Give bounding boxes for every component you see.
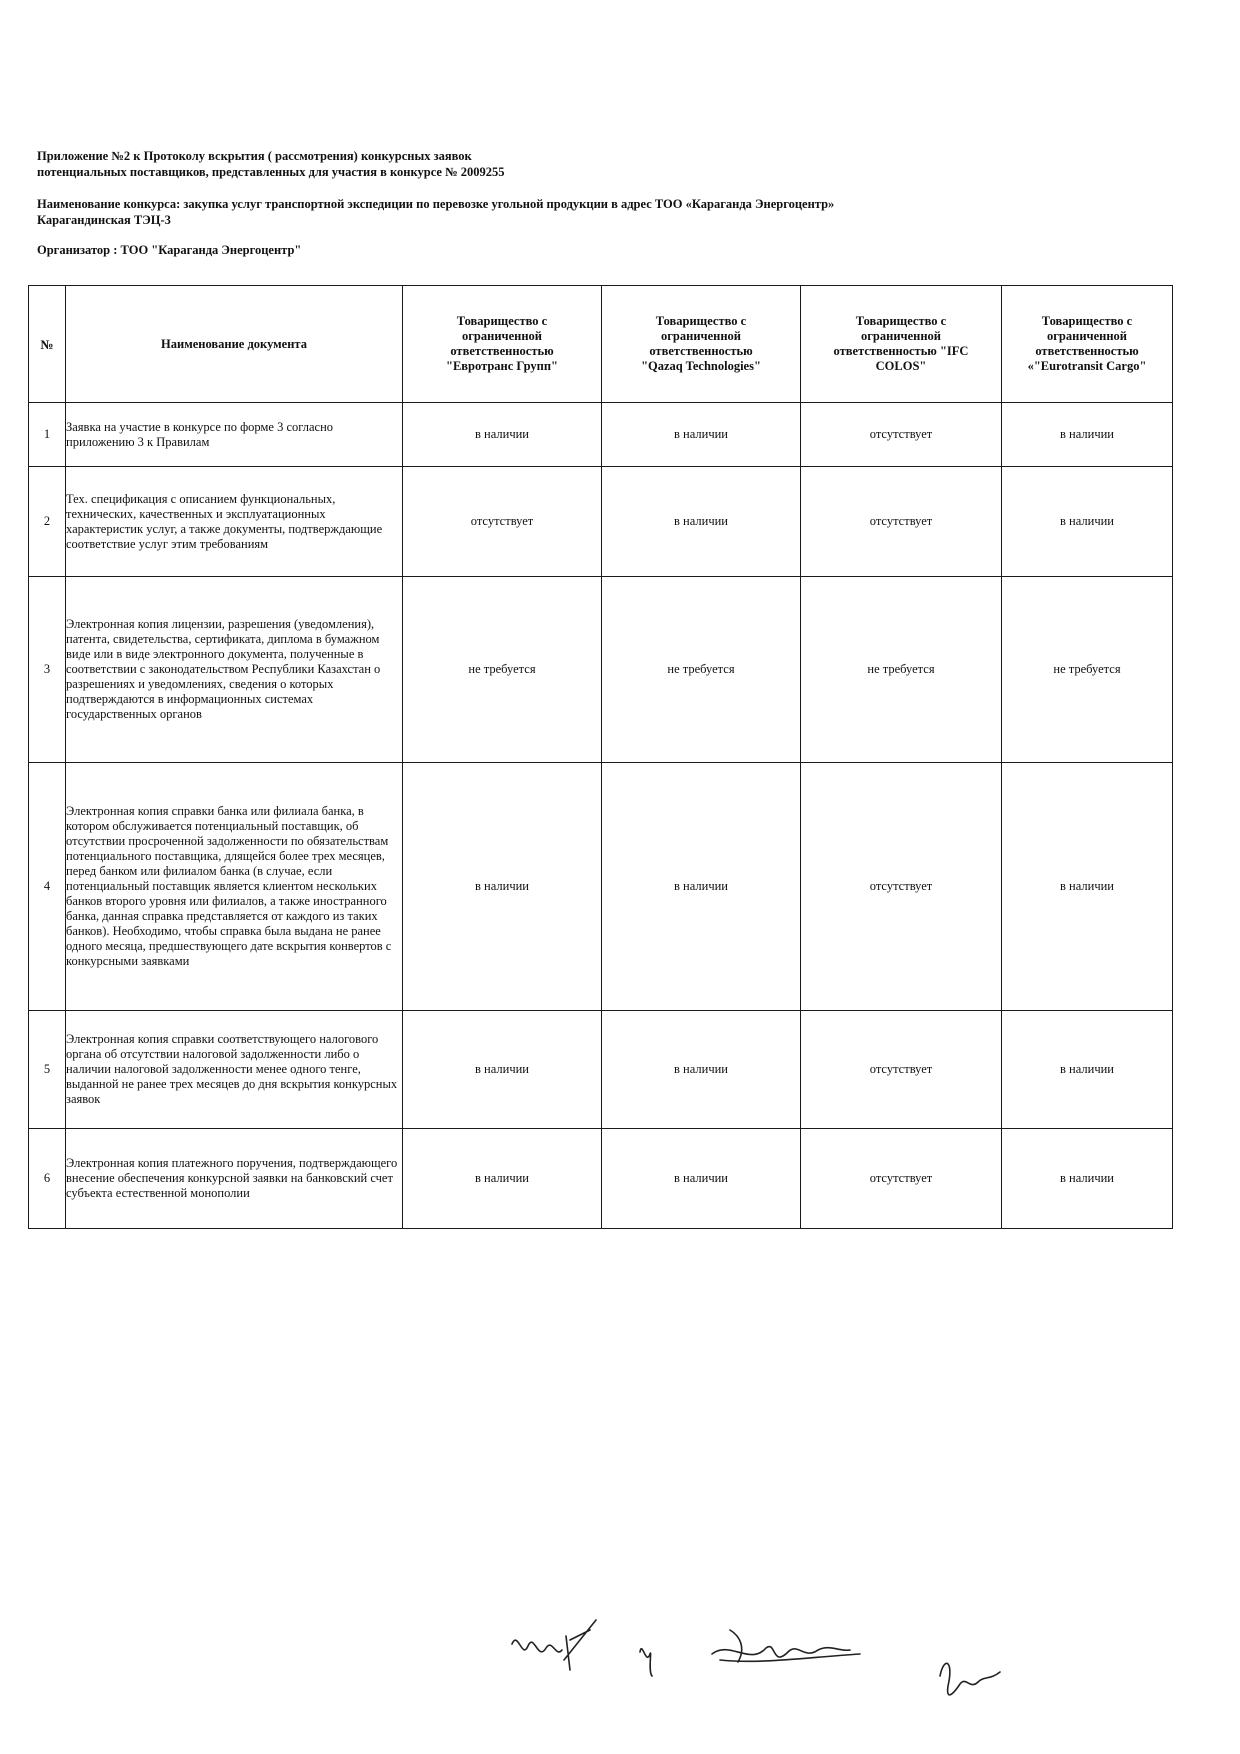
- status-supplier-1: в наличии: [403, 403, 602, 467]
- document-name: Заявка на участие в конкурсе по форме 3 согласно приложению 3 к Правилам: [66, 403, 403, 467]
- status-supplier-4: в наличии: [1002, 1129, 1173, 1229]
- table-row: [29, 763, 1173, 1011]
- document-name: Электронная копия справки соответствующего налогового органа об отсутствии налоговой задолженности либо о наличии налоговой задолженности менее одного тенге, выданной не ранее трех месяцев до дня вскрытия конкурсных заявок: [66, 1011, 403, 1129]
- table-row: [29, 403, 1173, 467]
- column-header-supplier-3: Товарищество с ограниченной ответственностью "IFC COLOS": [801, 286, 1002, 403]
- signature-3-icon: [712, 1630, 860, 1662]
- table-row: [29, 1011, 1173, 1129]
- signatures-area: [500, 1600, 1060, 1720]
- status-supplier-4: в наличии: [1002, 467, 1173, 577]
- status-supplier-4: в наличии: [1002, 763, 1173, 1011]
- organizer-line: Организатор : ТОО "Караганда Энергоцентр": [37, 243, 302, 257]
- document-name: Электронная копия лицензии, разрешения (уведомления), патента, свидетельства, сертификата, диплома в бумажном виде или в виде электронного документа, полученные в соответствии с законодательством Республики Казахстан о разрешениях и уведомлениях, сведения о которых подтверждаются в информационных системах государственных органов: [66, 577, 403, 763]
- column-header-supplier-2: Товарищество с ограниченной ответственностью "Qazaq Technologies": [602, 286, 801, 403]
- table-header-row: [29, 286, 1173, 403]
- status-supplier-1: не требуется: [403, 577, 602, 763]
- status-supplier-2: в наличии: [602, 763, 801, 1011]
- row-number: 3: [29, 577, 66, 763]
- status-supplier-2: в наличии: [602, 1011, 801, 1129]
- contest-name-line-2: Карагандинская ТЭЦ-3: [37, 213, 171, 227]
- status-supplier-4: в наличии: [1002, 403, 1173, 467]
- status-supplier-1: отсутствует: [403, 467, 602, 577]
- status-supplier-3: отсутствует: [801, 403, 1002, 467]
- status-supplier-3: отсутствует: [801, 1129, 1002, 1229]
- table-row: [29, 467, 1173, 577]
- annex-title-line-2: потенциальных поставщиков, представленных для участия в конкурсе № 2009255: [37, 165, 505, 179]
- status-supplier-2: в наличии: [602, 403, 801, 467]
- column-header-document: Наименование документа: [66, 286, 403, 403]
- row-number: 2: [29, 467, 66, 577]
- status-supplier-3: отсутствует: [801, 763, 1002, 1011]
- status-supplier-3: отсутствует: [801, 467, 1002, 577]
- table-row: [29, 1129, 1173, 1229]
- status-supplier-4: не требуется: [1002, 577, 1173, 763]
- signature-4-icon: [940, 1663, 1000, 1695]
- row-number: 4: [29, 763, 66, 1011]
- status-supplier-1: в наличии: [403, 1129, 602, 1229]
- status-supplier-4: в наличии: [1002, 1011, 1173, 1129]
- status-supplier-2: не требуется: [602, 577, 801, 763]
- document-name: Электронная копия справки банка или филиала банка, в котором обслуживается потенциальный поставщик, об отсутствии просроченной задолженности по обязательствам потенциального поставщика, длящейся более трех месяцев, перед банком или филиалом банка (в случае, если потенциальный поставщик является клиентом нескольких банков второго уровня или филиалов, а также иностранного банка, данная справка представляется от каждого из таких банков). Необходимо, чтобы справка была выдана не ранее одного месяца, предшествующего дате вскрытия конвертов с конкурсными заявками: [66, 763, 403, 1011]
- documents-table: [28, 285, 1173, 1229]
- row-number: 1: [29, 403, 66, 467]
- status-supplier-2: в наличии: [602, 467, 801, 577]
- annex-title-line-1: Приложение №2 к Протоколу вскрытия ( рассмотрения) конкурсных заявок: [37, 149, 472, 163]
- status-supplier-3: отсутствует: [801, 1011, 1002, 1129]
- row-number: 6: [29, 1129, 66, 1229]
- status-supplier-2: в наличии: [602, 1129, 801, 1229]
- column-header-supplier-1: Товарищество с ограниченной ответственностью "Евротранс Групп": [403, 286, 602, 403]
- document-name: Электронная копия платежного поручения, подтверждающего внесение обеспечения конкурсной заявки на банковский счет субъекта естественной монополии: [66, 1129, 403, 1229]
- signatures-svg: [500, 1600, 1060, 1720]
- row-number: 5: [29, 1011, 66, 1129]
- document-header: [37, 148, 1197, 258]
- column-header-number: №: [29, 286, 66, 403]
- contest-name-line-1: Наименование конкурса: закупка услуг транспортной экспедиции по перевозке угольной продукции в адрес ТОО «Караганда Энергоцентр»: [37, 197, 835, 211]
- document-name: Тех. спецификация с описанием функциональных, технических, качественных и эксплуатационных характеристик услуг, а также документы, подтверждающие соответствие услуг этим требованиям: [66, 467, 403, 577]
- column-header-supplier-4: Товарищество с ограниченной ответственностью «"Eurotransit Cargo": [1002, 286, 1173, 403]
- table-row: [29, 577, 1173, 763]
- signature-2-icon: [640, 1649, 652, 1676]
- signature-1-icon: [512, 1620, 596, 1670]
- status-supplier-3: не требуется: [801, 577, 1002, 763]
- status-supplier-1: в наличии: [403, 1011, 602, 1129]
- status-supplier-1: в наличии: [403, 763, 602, 1011]
